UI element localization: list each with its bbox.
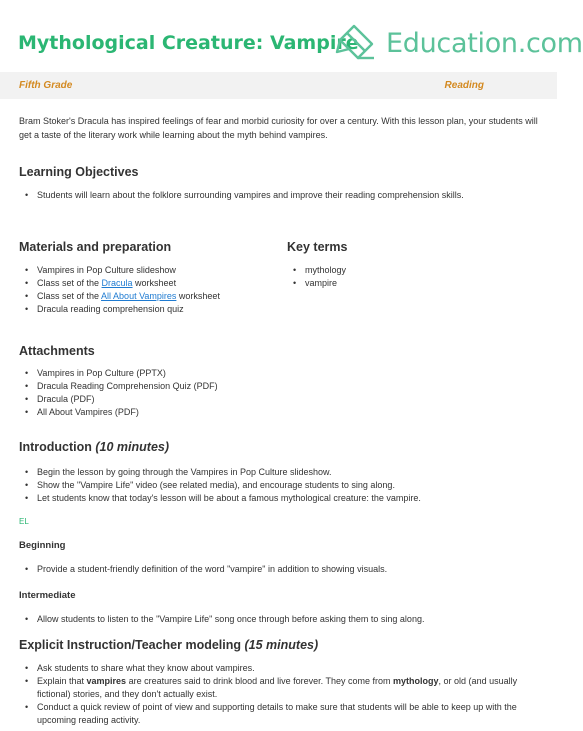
list-item: • Students will learn about the folklore surrounding vampires and improve their reading comprehension skills. <box>19 189 529 202</box>
list-item: • Conduct a quick review of point of view and supporting details to make sure that students will be able to keep up with the upcoming reading activity. <box>19 701 541 727</box>
attachment-item[interactable]: • Dracula (PDF) <box>19 393 419 406</box>
education-logo[interactable] <box>336 22 583 68</box>
list-item: • Allow students to listen to the "Vampire Life" song once through before asking them to sing along. <box>19 613 539 626</box>
info-band <box>0 72 557 99</box>
beginning-list <box>19 563 539 576</box>
el-label: EL <box>19 517 29 526</box>
intermediate-list <box>19 613 539 626</box>
beginning-heading: Beginning <box>19 540 66 551</box>
list-item: • Vampires in Pop Culture slideshow <box>19 264 279 277</box>
key-terms-list <box>287 264 487 290</box>
objectives-heading: Learning Objectives <box>19 165 139 179</box>
intermediate-heading: Intermediate <box>19 590 76 601</box>
subject-label: Reading <box>444 80 484 91</box>
list-item: • Let students know that today's lesson will be about a famous mythological creature: the vampire. <box>19 492 539 505</box>
materials-heading: Materials and preparation <box>19 240 172 254</box>
list-item: • Begin the lesson by going through the Vampires in Pop Culture slideshow. <box>19 466 539 479</box>
objectives-list <box>19 189 529 202</box>
list-item: • Provide a student-friendly definition of the word "vampire" in addition to showing visuals. <box>19 563 539 576</box>
list-item: • vampire <box>287 277 487 290</box>
list-item: • Ask students to share what they know about vampires. <box>19 662 541 675</box>
list-item: • Show the "Vampire Life" video (see related media), and encourage students to sing along. <box>19 479 539 492</box>
dracula-link[interactable]: Dracula <box>101 278 133 288</box>
attachment-item[interactable]: • All About Vampires (PDF) <box>19 406 419 419</box>
list-item: • Dracula reading comprehension quiz <box>19 303 279 316</box>
materials-list <box>19 264 279 316</box>
attachments-list <box>19 367 419 419</box>
introduction-list <box>19 466 539 505</box>
list-item: • Class set of the All About Vampires worksheet <box>19 290 279 303</box>
list-item: • Class set of the Dracula worksheet <box>19 277 279 290</box>
introduction-time: (10 minutes) <box>95 440 170 454</box>
attachment-item[interactable]: • Vampires in Pop Culture (PPTX) <box>19 367 419 380</box>
list-item: • mythology <box>287 264 487 277</box>
intro-paragraph: Bram Stoker's Dracula has inspired feelings of fear and morbid curiosity for over a century. With this lesson plan, your students will get a taste of the literary work while learning about the myth behind vampires. <box>19 116 538 140</box>
all-about-vampires-link[interactable]: All About Vampires <box>101 291 177 301</box>
explicit-instruction-heading: Explicit Instruction/Teacher modeling (15 minutes) <box>19 638 319 652</box>
attachment-item[interactable]: • Dracula Reading Comprehension Quiz (PDF) <box>19 380 419 393</box>
pencil-logo-icon <box>336 22 382 66</box>
explicit-list <box>19 662 541 727</box>
list-item: • Explain that vampires are creatures said to drink blood and live forever. They come from mythology, or old (and usually fictional) stories, and they don't actually exist. <box>19 675 541 701</box>
page-header <box>0 0 583 72</box>
page-title: Mythological Creature: Vampire <box>18 32 359 54</box>
attachments-heading: Attachments <box>19 344 95 358</box>
explicit-time: (15 minutes) <box>244 638 319 652</box>
grade-label: Fifth Grade <box>19 80 73 91</box>
key-terms-heading: Key terms <box>287 240 348 254</box>
introduction-heading: Introduction (10 minutes) <box>19 440 170 454</box>
logo-wordmark: Education.com <box>386 28 583 59</box>
